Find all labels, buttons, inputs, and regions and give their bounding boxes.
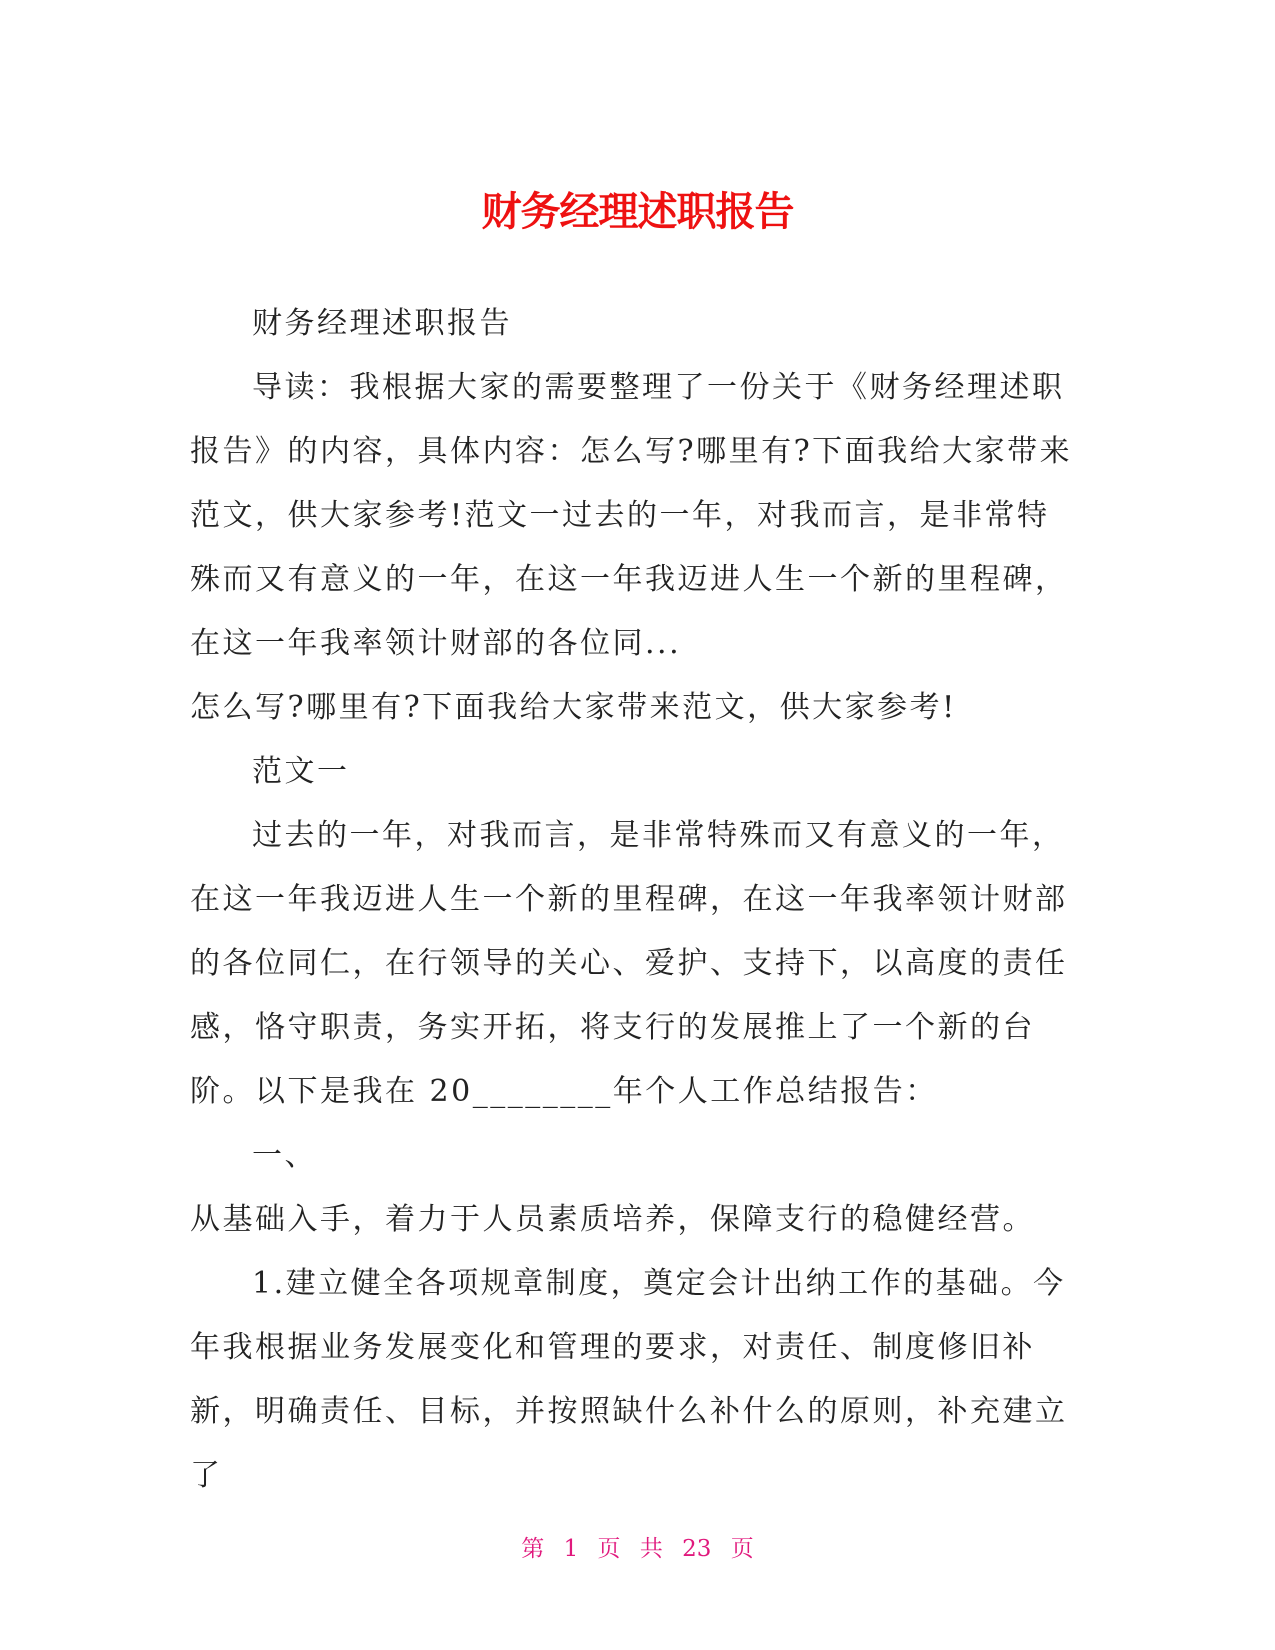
document-body <box>190 292 1080 1508</box>
footer-total-unit: 页 <box>730 1536 754 1562</box>
paragraph: 1.建立健全各项规章制度，奠定会计出纳工作的基础。今年我根据业务发展变化和管理的要求，对责任、制度修旧补新，明确责任、目标，并按照缺什么补什么的原则，补充建立了 <box>190 1266 1068 1493</box>
paragraph: 导读：我根据大家的需要整理了一份关于《财务经理述职报告》的内容，具体内容：怎么写?哪里有?下面我给大家带来范文，供大家参考!范文一过去的一年，对我而言，是非常特殊而又有意义的一年，在这一年我迈进人生一个新的里程碑，在这一年我率领计财部的各位同... <box>190 370 1073 661</box>
footer-total-pages: 23 <box>682 1536 712 1562</box>
paragraph: 一、 <box>252 1138 317 1173</box>
paragraph: 财务经理述职报告 <box>252 306 512 341</box>
paragraph: 过去的一年，对我而言，是非常特殊而又有意义的一年，在这一年我迈进人生一个新的里程碑，在这一年我率领计财部的各位同仁，在行领导的关心、爱护、支持下，以高度的责任感，恪守职责，务实开拓，将支行的发展推上了一个新的台阶。以下是我在 20________年个人工作总结报告： <box>190 818 1068 1109</box>
footer-page-word: 第 <box>521 1536 545 1562</box>
paragraph: 范文一 <box>252 754 350 789</box>
paragraph: 怎么写?哪里有?下面我给大家带来范文，供大家参考! <box>190 690 957 725</box>
page-footer <box>0 1534 1275 1564</box>
footer-current-page: 1 <box>563 1536 579 1562</box>
page-title: 财务经理述职报告 <box>481 188 794 235</box>
footer-page-unit: 页 <box>597 1536 621 1562</box>
footer-total-word: 共 <box>639 1536 663 1562</box>
paragraph: 从基础入手，着力于人员素质培养，保障支行的稳健经营。 <box>190 1202 1035 1237</box>
